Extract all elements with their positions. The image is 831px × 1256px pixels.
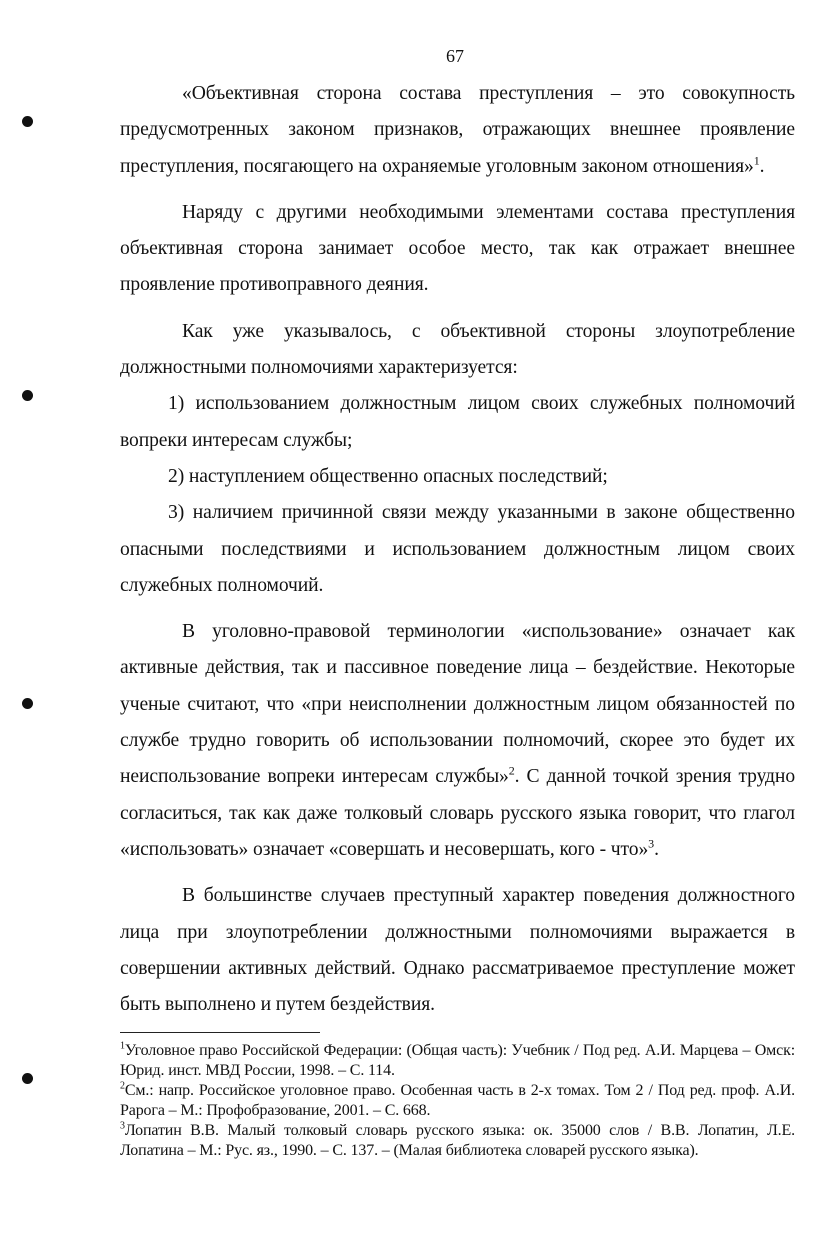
paragraph-elements: Наряду с другими необходимыми элементами состава преступления объективная сторона занимает особое место, так как отражает внешнее проявление противоправного деяния. (120, 201, 795, 296)
footnote-text: См.: напр. Российское уголовное право. Особенная часть в 2-х томах. Том 2 / Под ред. проф. А.И. Рарога – М.: Профобразование, 2001. – С. 668. (120, 1082, 795, 1119)
binding-hole-dot (22, 116, 33, 127)
footnote-mark: 3 (120, 1120, 125, 1132)
footnote-mark: 2 (120, 1080, 125, 1092)
page-number: 67 (446, 46, 464, 66)
footnote-ref-1: 1 (753, 153, 760, 168)
paragraph-characterized: Как уже указывалось, с объективной стороны злоупотребление должностными полномочиями характеризуется: (120, 320, 795, 379)
footnote-text: Лопатин В.В. Малый толковый словарь русского языка: ок. 35000 слов / В.В. Лопатин, Л.Е. Лопатина – М.: Рус. яз., 1990. – С. 137. – (Малая библиотека словарей русского языка). (120, 1122, 795, 1159)
footnote-3 (120, 1121, 795, 1161)
paragraph-objective-side (120, 76, 795, 185)
paragraph-tail: . (759, 155, 765, 177)
footnotes (120, 1032, 795, 1161)
binding-hole-dot (22, 1073, 33, 1084)
footnote-separator (120, 1032, 320, 1033)
binding-hole-dot (22, 390, 33, 401)
footnote-2 (120, 1081, 795, 1121)
paragraph-terminology (120, 614, 795, 868)
list-item-2: 2) наступлением общественно опасных последствий; (168, 465, 608, 487)
footnote-mark: 1 (120, 1040, 125, 1052)
list-item-3: 3) наличием причинной связи между указанными в законе общественно опасными последствиями и использованием должностным лицом своих служебных полномочий. (120, 502, 795, 596)
paragraph-text: В уголовно-правовой терминологии «использование» означает как активные действия, так и пассивное поведение лица – бездействие. Некоторые ученые считают, что «при неисполнении должностным лицом обязанностей по службе трудно говорить об использовании полномочий, скорее это будет их неиспользование вопреки интересам службы» (120, 621, 795, 788)
footnote-1 (120, 1041, 795, 1081)
paragraph-tail: . (654, 838, 659, 860)
footnote-ref-2: 2 (508, 763, 515, 778)
paragraph-text-continued: . С данной точкой зрения трудно согласиться, так как даже толковый словарь русского языка говорит, что глагол «использовать» означает «совершать и несовершать, кого - что» (120, 766, 796, 860)
body-text (120, 76, 795, 1023)
footnote-ref-3: 3 (648, 836, 655, 851)
paragraph-majority-cases: В большинстве случаев преступный характер поведения должностного лица при злоупотреблении должностными полномочиями выражается в совершении активных действий. Однако рассматриваемое преступление может быть выполнено и путем бездействия. (120, 885, 795, 1016)
footnote-text: Уголовное право Российской Федерации: (Общая часть): Учебник / Под ред. А.И. Марцева – Омск: Юрид. инст. МВД России, 1998. – С. 114. (120, 1042, 795, 1079)
binding-hole-dot (22, 698, 33, 709)
paragraph-text: «Объективная сторона состава преступления – это совокупность предусмотренных законом признаков, отражающих внешнее проявление преступления, посягающего на охраняемые уголовным законом отношения» (120, 83, 795, 177)
list-item-1: 1) использованием должностным лицом своих служебных полномочий вопреки интересам службы; (120, 393, 795, 451)
